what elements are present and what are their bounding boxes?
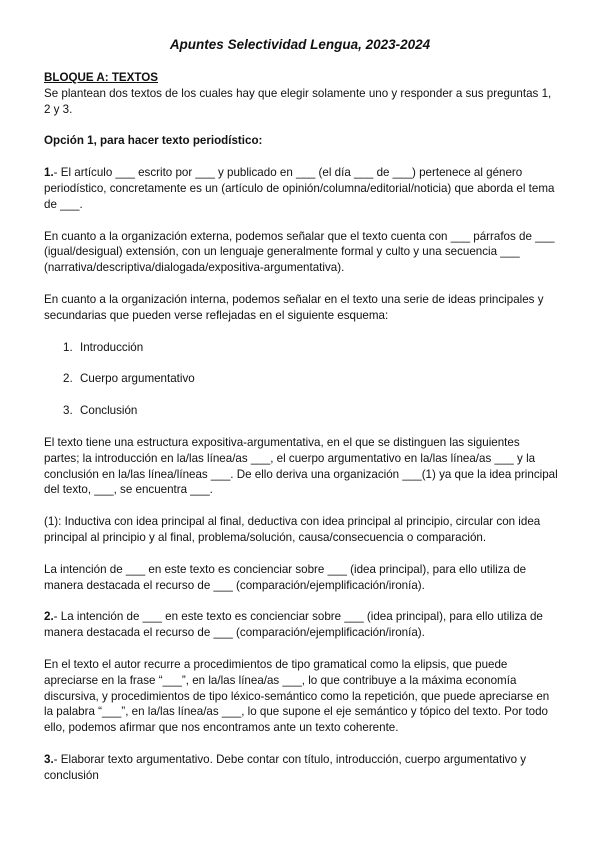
paragraph-external-organization: En cuanto a la organización externa, podemos señalar que el texto cuenta con ___ párrafos de ___ (igual/desigual) extensión, con un lenguaje generalmente formal y culto y una secuencia ___ (narrativa/descriptiva/dialogada/expositiva-argumentativa). <box>44 229 555 275</box>
document-title: Apuntes Selectividad Lengua, 2023-2024 <box>169 37 431 52</box>
list-item-number: 1. <box>63 340 73 354</box>
question-3-text: - Elaborar texto argumentativo. Debe contar con título, introducción, cuerpo argumentativo y conclusión <box>44 752 527 782</box>
question-3 <box>44 752 558 784</box>
list-item-label: Introducción <box>80 340 144 354</box>
paragraph-structure: El texto tiene una estructura expositiva-argumentativa, en el que se distinguen las siguientes partes; la introducción en la/las línea/as ___, el cuerpo argumentativo en la/las línea/as ___ y la conclusión en la/las línea/líneas ___. De ello deriva una organización ___(1) ya que la idea principal del texto, ___, se encuentra ___. <box>44 435 558 497</box>
block-section <box>44 70 558 117</box>
block-heading: BLOQUE A: TEXTOS <box>44 71 159 84</box>
question-3-number: 3. <box>44 752 54 766</box>
question-1 <box>44 165 558 212</box>
list-item <box>44 371 558 387</box>
list-item <box>44 340 558 356</box>
paragraph-procedures: En el texto el autor recurre a procedimientos de tipo gramatical como la elipsis, que puede apreciarse en la frase “___”, en la/las línea/as ___, lo que contribuye a la máxima economía discursiva, y procedimientos de tipo léxico-semántico como la repetición, que puede apreciarse en la palabra “___”, en la/las línea/as ___, lo que supone el eje semántico y tópico del texto. Por todo ello, podemos afirmar que nos encontramos ante un texto coherente. <box>44 657 550 735</box>
paragraph-internal-organization: En cuanto a la organización interna, podemos señalar en el texto una serie de ideas principales y secundarias que pueden verse reflejadas en el siguiente esquema: <box>44 292 544 322</box>
structure-list <box>44 340 558 419</box>
list-item-number: 2. <box>63 372 73 386</box>
block-intro: Se plantean dos textos de los cuales hay que elegir solamente uno y responder a sus preguntas 1, 2 y 3. <box>44 86 552 116</box>
question-1-number: 1. <box>44 166 54 180</box>
list-item-number: 3. <box>63 404 73 418</box>
paragraph-intention: La intención de ___ en este texto es concienciar sobre ___ (idea principal), para ello utiliza de manera destacada el recurso de ___ (comparación/ejemplificación/ironía). <box>44 562 527 592</box>
list-item-label: Conclusión <box>80 404 138 418</box>
paragraph-footnote: (1): Inductiva con idea principal al final, deductiva con idea principal al principio, circular con idea principal al principio y al final, problema/solución, causa/consecuencia o comparación. <box>44 515 541 544</box>
question-1-text: - El artículo ___ escrito por ___ y publicado en ___ (el día ___ de ___) pertenece al género periodístico, concretamente es un (artículo de opinión/columna/editorial/noticia) que aborda el tema de ___. <box>44 166 555 211</box>
question-2 <box>44 609 558 641</box>
list-item <box>44 403 558 419</box>
question-2-text: - La intención de ___ en este texto es concienciar sobre ___ (idea principal), para ello utiliza de manera destacada el recurso de ___ (comparación/ejemplificación/ironía). <box>44 610 543 640</box>
document-body <box>44 70 558 784</box>
question-2-number: 2. <box>44 610 54 624</box>
list-item-label: Cuerpo argumentativo <box>80 372 195 386</box>
option-heading: Opción 1, para hacer texto periodístico: <box>44 134 263 148</box>
